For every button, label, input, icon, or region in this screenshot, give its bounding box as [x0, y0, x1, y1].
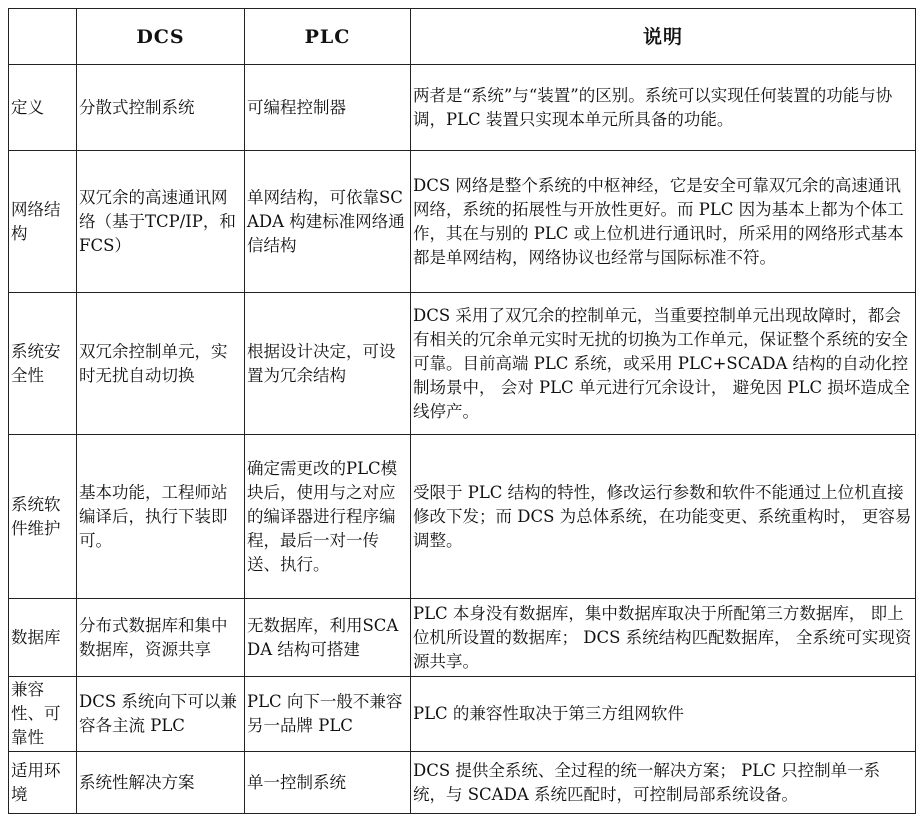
table-row — [9, 151, 916, 293]
comparison-table — [8, 8, 916, 814]
note-cell: DCS 采用了双冗余的控制单元，当重要控制单元出现故障时，都会有相关的冗余单元实时无扰的切换为工作单元，保证整个系统的安全可靠。目前高端 PLC 系统，或采用 PLC+SCADA 结构的自动化控制场景中， 会对 PLC 单元进行冗余设计， 避免因 PLC 损坏造成全线停产。 — [411, 293, 916, 435]
dcs-cell: 分散式控制系统 — [77, 65, 245, 151]
row-label: 系统软件维护 — [9, 435, 77, 599]
table-row — [9, 435, 916, 599]
note-cell: DCS 提供全系统、全过程的统一解决方案； PLC 只控制单一系统，与 SCADA 系统匹配时，可控制局部系统设备。 — [411, 752, 916, 814]
table-row — [9, 293, 916, 435]
dcs-cell: 双冗余控制单元，实时无扰自动切换 — [77, 293, 245, 435]
row-label: 适用环境 — [9, 752, 77, 814]
note-cell: DCS 网络是整个系统的中枢神经，它是安全可靠双冗余的高速通讯网络，系统的拓展性与开放性更好。而 PLC 因为基本上都为个体工作，其在与别的 PLC 或上位机进行通讯时，所采用的网络形式基本都是单网结构，网络协议也经常与国际标准不符。 — [411, 151, 916, 293]
plc-cell: 无数据库，利用SCADA 结构可搭建 — [245, 599, 411, 677]
plc-cell: 根据设计决定，可设置为冗余结构 — [245, 293, 411, 435]
header-dcs: DCS — [77, 9, 245, 65]
row-label: 数据库 — [9, 599, 77, 677]
dcs-cell: 系统性解决方案 — [77, 752, 245, 814]
header-plc: PLC — [245, 9, 411, 65]
table-row — [9, 599, 916, 677]
plc-cell: 单网结构，可依靠SCADA 构建标准网络通信结构 — [245, 151, 411, 293]
table-row — [9, 677, 916, 752]
dcs-cell: DCS 系统向下可以兼容各主流 PLC — [77, 677, 245, 752]
row-label: 系统安全性 — [9, 293, 77, 435]
table-row — [9, 752, 916, 814]
note-cell: 受限于 PLC 结构的特性，修改运行参数和软件不能通过上位机直接修改下发；而 DCS 为总体系统，在功能变更、系统重构时， 更容易调整。 — [411, 435, 916, 599]
note-cell: 两者是“系统”与“装置”的区别。系统可以实现任何装置的功能与协调，PLC 装置只实现本单元所具备的功能。 — [411, 65, 916, 151]
table-row — [9, 65, 916, 151]
header-row — [9, 9, 916, 65]
row-label: 兼容性、可靠性 — [9, 677, 77, 752]
header-corner-cell — [9, 9, 77, 65]
plc-cell: PLC 向下一般不兼容另一品牌 PLC — [245, 677, 411, 752]
plc-cell: 单一控制系统 — [245, 752, 411, 814]
note-cell: PLC 本身没有数据库，集中数据库取决于所配第三方数据库， 即上位机所设置的数据库； DCS 系统结构匹配数据库， 全系统可实现资源共享。 — [411, 599, 916, 677]
header-note: 说明 — [411, 9, 916, 65]
plc-cell: 确定需更改的PLC模块后，使用与之对应的编译器进行程序编程，最后一对一传送、执行。 — [245, 435, 411, 599]
dcs-cell: 基本功能，工程师站编译后，执行下装即可。 — [77, 435, 245, 599]
dcs-cell: 双冗余的高速通讯网络（基于TCP/IP，和 FCS） — [77, 151, 245, 293]
row-label: 网络结构 — [9, 151, 77, 293]
plc-cell: 可编程控制器 — [245, 65, 411, 151]
note-cell: PLC 的兼容性取决于第三方组网软件 — [411, 677, 916, 752]
row-label: 定义 — [9, 65, 77, 151]
dcs-cell: 分布式数据库和集中数据库，资源共享 — [77, 599, 245, 677]
